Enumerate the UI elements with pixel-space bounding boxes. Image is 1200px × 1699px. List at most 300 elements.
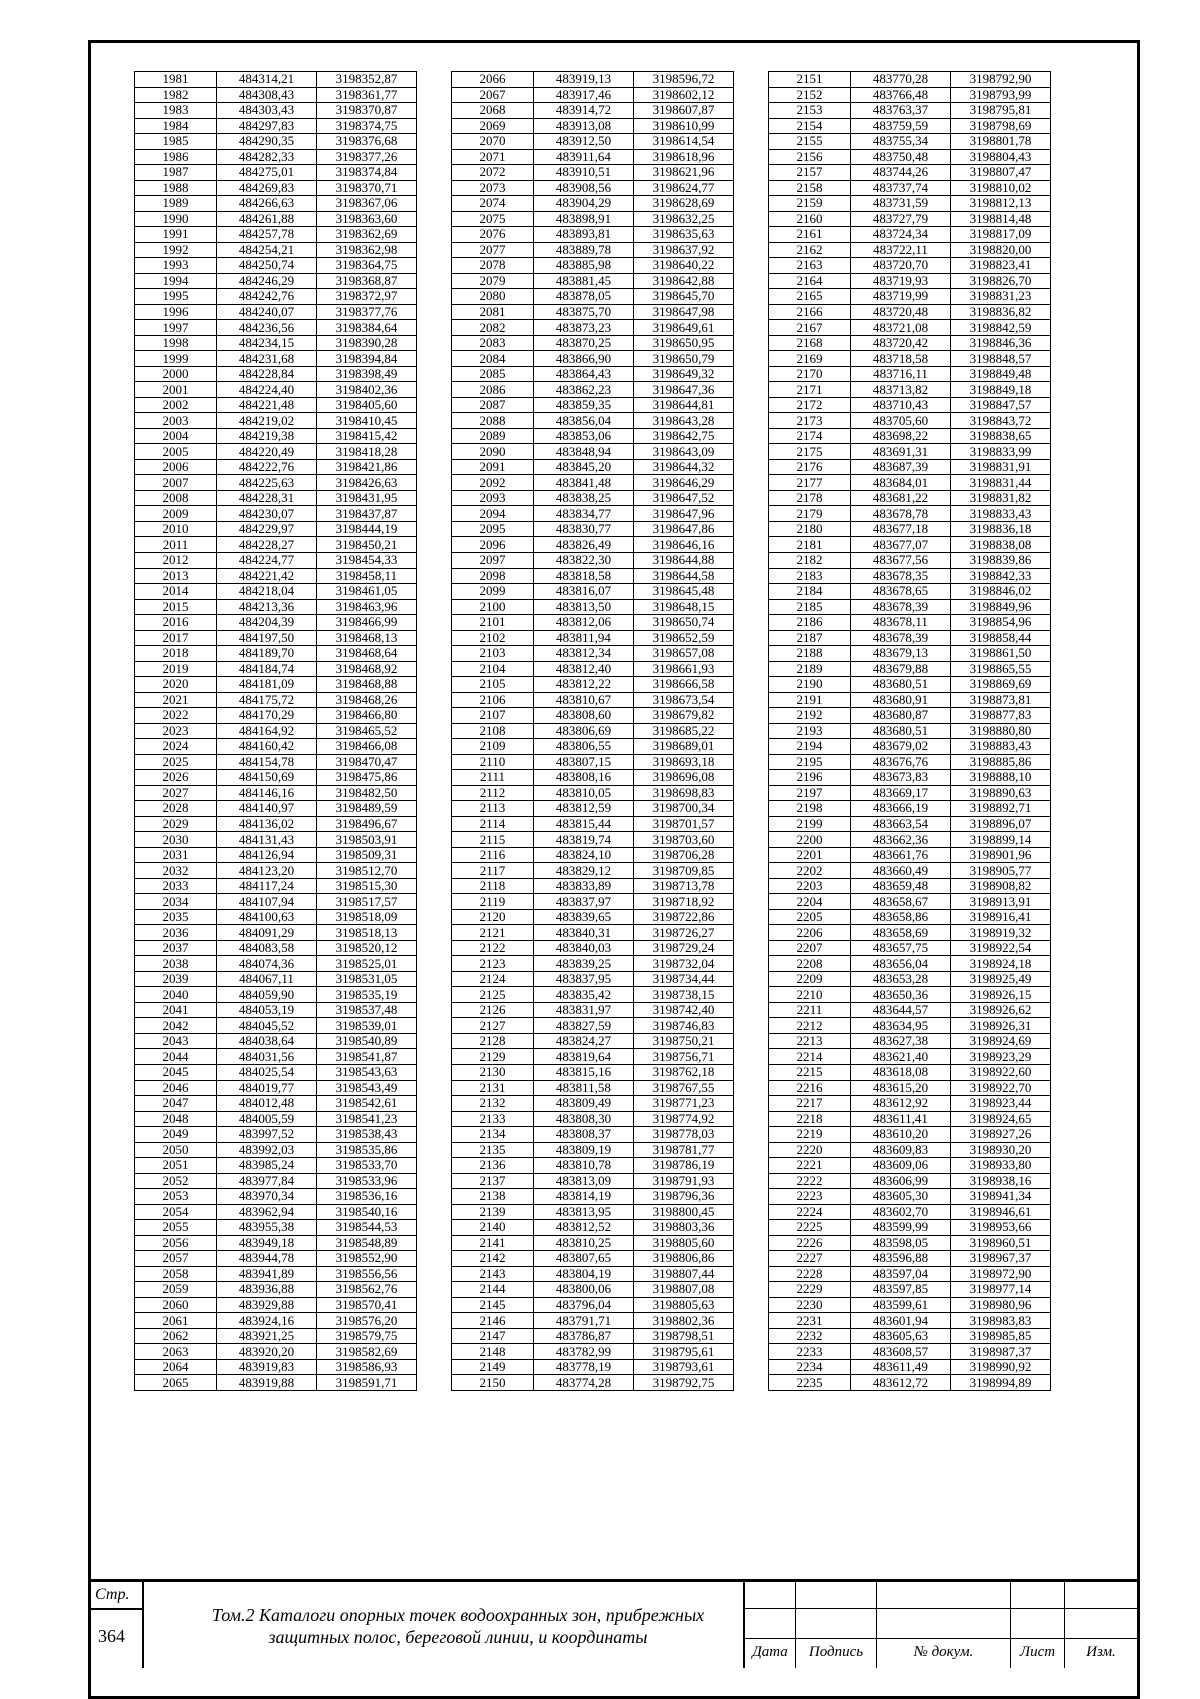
coord-y: 3198985,85	[951, 1328, 1051, 1344]
coord-x: 483845,20	[534, 459, 634, 475]
coord-x: 483755,34	[851, 134, 951, 150]
point-number: 2104	[452, 661, 534, 677]
coord-y: 3198972,90	[951, 1266, 1051, 1282]
table-row	[769, 1173, 1051, 1189]
coord-x: 484059,90	[217, 987, 317, 1003]
coord-y: 3198869,69	[951, 677, 1051, 693]
point-number: 2179	[769, 506, 851, 522]
point-number: 2129	[452, 1049, 534, 1065]
coord-y: 3198536,16	[317, 1189, 417, 1205]
coord-x: 483720,48	[851, 304, 951, 320]
coord-x: 483912,50	[534, 134, 634, 150]
point-number: 2204	[769, 894, 851, 910]
coord-y: 3198591,71	[317, 1375, 417, 1391]
coord-y: 3198960,51	[951, 1235, 1051, 1251]
coord-y: 3198458,11	[317, 568, 417, 584]
coord-x: 484123,20	[217, 863, 317, 879]
coord-x: 483727,79	[851, 211, 951, 227]
point-number: 2058	[135, 1266, 217, 1282]
coord-y: 3198994,89	[951, 1375, 1051, 1391]
coord-x: 483612,72	[851, 1375, 951, 1391]
point-number: 2196	[769, 770, 851, 786]
table-row	[452, 568, 734, 584]
point-number: 2071	[452, 149, 534, 165]
point-number: 2209	[769, 971, 851, 987]
point-number: 2114	[452, 816, 534, 832]
table-row	[769, 723, 1051, 739]
coord-y: 3198861,50	[951, 646, 1051, 662]
coord-y: 3198646,29	[634, 475, 734, 491]
coord-x: 483677,07	[851, 537, 951, 553]
table-row	[135, 211, 417, 227]
table-row	[135, 242, 417, 258]
coord-y: 3198892,71	[951, 801, 1051, 817]
table-row	[769, 801, 1051, 817]
coord-y: 3198926,15	[951, 987, 1051, 1003]
point-number: 2011	[135, 537, 217, 553]
table-row	[135, 1235, 417, 1251]
point-number: 2016	[135, 615, 217, 631]
coord-x: 484275,01	[217, 165, 317, 181]
point-number: 2084	[452, 351, 534, 367]
table-row	[452, 103, 734, 119]
coord-x: 483862,23	[534, 382, 634, 398]
coord-x: 483875,70	[534, 304, 634, 320]
coord-x: 483737,74	[851, 180, 951, 196]
point-number: 2130	[452, 1065, 534, 1081]
coord-x: 483609,06	[851, 1158, 951, 1174]
coord-y: 3198977,14	[951, 1282, 1051, 1298]
table-row	[135, 165, 417, 181]
coord-y: 3198742,40	[634, 1002, 734, 1018]
coord-y: 3198643,09	[634, 444, 734, 460]
coord-x: 483827,59	[534, 1018, 634, 1034]
table-row	[452, 1297, 734, 1313]
coord-x: 483870,25	[534, 335, 634, 351]
coord-x: 483919,13	[534, 72, 634, 88]
table-row	[769, 118, 1051, 134]
coord-x: 484213,36	[217, 599, 317, 615]
table-row	[135, 646, 417, 662]
point-number: 2180	[769, 521, 851, 537]
coord-y: 3198701,57	[634, 816, 734, 832]
point-number: 2088	[452, 413, 534, 429]
coord-y: 3198390,28	[317, 335, 417, 351]
coord-x: 484053,19	[217, 1002, 317, 1018]
point-number: 2021	[135, 692, 217, 708]
point-number: 2122	[452, 940, 534, 956]
coord-y: 3198602,12	[634, 87, 734, 103]
coord-y: 3198888,10	[951, 770, 1051, 786]
table-row	[452, 1173, 734, 1189]
point-number: 2188	[769, 646, 851, 662]
coord-x: 483678,35	[851, 568, 951, 584]
point-number: 2004	[135, 428, 217, 444]
coord-y: 3198756,71	[634, 1049, 734, 1065]
point-number: 2089	[452, 428, 534, 444]
document-title	[148, 1604, 768, 1648]
point-number: 2053	[135, 1189, 217, 1205]
point-number: 2008	[135, 490, 217, 506]
coord-y: 3198953,66	[951, 1220, 1051, 1236]
coord-x: 484160,42	[217, 739, 317, 755]
table-row	[135, 584, 417, 600]
table-row	[452, 72, 734, 88]
coord-y: 3198795,61	[634, 1344, 734, 1360]
coord-y: 3198364,75	[317, 258, 417, 274]
table-row	[135, 273, 417, 289]
coord-x: 483812,06	[534, 615, 634, 631]
point-number: 2202	[769, 863, 851, 879]
table-row	[135, 785, 417, 801]
coord-y: 3198938,16	[951, 1173, 1051, 1189]
table-row	[769, 258, 1051, 274]
coord-x: 483949,18	[217, 1235, 317, 1251]
coord-x: 483698,22	[851, 428, 951, 444]
table-row	[135, 103, 417, 119]
coord-y: 3198980,96	[951, 1297, 1051, 1313]
table-row	[452, 956, 734, 972]
coord-x: 484228,27	[217, 537, 317, 553]
coord-x: 483598,05	[851, 1235, 951, 1251]
table-row	[452, 397, 734, 413]
table-row	[135, 615, 417, 631]
point-number: 2153	[769, 103, 851, 119]
col-change: Изм.	[1086, 1644, 1116, 1660]
point-number: 2018	[135, 646, 217, 662]
coord-x: 483917,46	[534, 87, 634, 103]
point-number: 2199	[769, 816, 851, 832]
coord-y: 3198475,86	[317, 770, 417, 786]
table-row	[452, 490, 734, 506]
coord-y: 3198762,18	[634, 1065, 734, 1081]
point-number: 1999	[135, 351, 217, 367]
coord-x: 483808,60	[534, 708, 634, 724]
coord-y: 3198919,32	[951, 925, 1051, 941]
table-row	[769, 134, 1051, 150]
coord-y: 3198645,48	[634, 584, 734, 600]
table-row	[135, 909, 417, 925]
point-number: 2065	[135, 1375, 217, 1391]
coord-x: 484257,78	[217, 227, 317, 243]
point-number: 2105	[452, 677, 534, 693]
coord-y: 3198649,61	[634, 320, 734, 336]
point-number: 2192	[769, 708, 851, 724]
coord-y: 3198470,47	[317, 754, 417, 770]
table-row	[452, 599, 734, 615]
point-number: 2169	[769, 351, 851, 367]
coord-y: 3198771,23	[634, 1096, 734, 1112]
point-number: 2225	[769, 1220, 851, 1236]
coord-x: 483826,49	[534, 537, 634, 553]
point-number: 2201	[769, 847, 851, 863]
point-number: 1991	[135, 227, 217, 243]
coord-x: 483808,30	[534, 1111, 634, 1127]
point-number: 2152	[769, 87, 851, 103]
table-row	[135, 1297, 417, 1313]
point-number: 2175	[769, 444, 851, 460]
point-number: 2206	[769, 925, 851, 941]
coord-y: 3198846,02	[951, 584, 1051, 600]
table-row	[769, 615, 1051, 631]
coord-x: 484240,07	[217, 304, 317, 320]
table-row	[452, 211, 734, 227]
coord-y: 3198810,02	[951, 180, 1051, 196]
point-number: 2113	[452, 801, 534, 817]
table-row	[769, 1266, 1051, 1282]
coord-x: 484261,88	[217, 211, 317, 227]
point-number: 2043	[135, 1033, 217, 1049]
point-number: 2194	[769, 739, 851, 755]
coord-x: 484100,63	[217, 909, 317, 925]
coord-y: 3198468,13	[317, 630, 417, 646]
table-row	[769, 847, 1051, 863]
point-number: 2218	[769, 1111, 851, 1127]
point-number: 2211	[769, 1002, 851, 1018]
coord-x: 483813,50	[534, 599, 634, 615]
point-number: 2080	[452, 289, 534, 305]
table-row	[452, 87, 734, 103]
point-number: 2066	[452, 72, 534, 88]
point-number: 2032	[135, 863, 217, 879]
point-number: 2216	[769, 1080, 851, 1096]
point-number: 2069	[452, 118, 534, 134]
table-row	[452, 1328, 734, 1344]
point-number: 2139	[452, 1204, 534, 1220]
table-row	[769, 72, 1051, 88]
point-number: 2075	[452, 211, 534, 227]
table-row	[135, 397, 417, 413]
table-row	[769, 599, 1051, 615]
point-number: 2149	[452, 1359, 534, 1375]
table-row	[769, 490, 1051, 506]
table-row	[452, 134, 734, 150]
coord-x: 483908,56	[534, 180, 634, 196]
point-number: 2165	[769, 289, 851, 305]
coord-y: 3198540,89	[317, 1033, 417, 1049]
coord-x: 484019,77	[217, 1080, 317, 1096]
coord-y: 3198873,81	[951, 692, 1051, 708]
coord-y: 3198370,71	[317, 180, 417, 196]
table-row	[135, 1266, 417, 1282]
coord-y: 3198926,62	[951, 1002, 1051, 1018]
table-row	[769, 366, 1051, 382]
coord-x: 483724,34	[851, 227, 951, 243]
point-number: 2033	[135, 878, 217, 894]
coord-x: 484234,15	[217, 335, 317, 351]
coord-x: 484297,83	[217, 118, 317, 134]
point-number: 2208	[769, 956, 851, 972]
coord-x: 483650,36	[851, 987, 951, 1003]
table-row	[135, 320, 417, 336]
coord-y: 3198647,36	[634, 382, 734, 398]
point-number: 2235	[769, 1375, 851, 1391]
table-row	[452, 165, 734, 181]
table-row	[135, 987, 417, 1003]
coord-x: 483807,65	[534, 1251, 634, 1267]
point-number: 2096	[452, 537, 534, 553]
coord-y: 3198685,22	[634, 723, 734, 739]
coord-x: 483812,22	[534, 677, 634, 693]
coord-y: 3198922,54	[951, 940, 1051, 956]
coord-x: 483759,59	[851, 118, 951, 134]
coord-y: 3198924,69	[951, 1033, 1051, 1049]
point-number: 2142	[452, 1251, 534, 1267]
point-number: 2155	[769, 134, 851, 150]
point-number: 2158	[769, 180, 851, 196]
coord-x: 483810,67	[534, 692, 634, 708]
coord-x: 483615,20	[851, 1080, 951, 1096]
point-number: 2146	[452, 1313, 534, 1329]
coord-x: 484189,70	[217, 646, 317, 662]
coord-y: 3198838,65	[951, 428, 1051, 444]
table-row	[769, 1189, 1051, 1205]
point-number: 2109	[452, 739, 534, 755]
table-row	[135, 878, 417, 894]
coord-x: 484038,64	[217, 1033, 317, 1049]
coord-y: 3198539,01	[317, 1018, 417, 1034]
point-number: 2055	[135, 1220, 217, 1236]
coord-x: 483608,57	[851, 1344, 951, 1360]
table-row	[769, 1065, 1051, 1081]
col-sheet: Лист	[1019, 1644, 1056, 1660]
coord-y: 3198842,33	[951, 568, 1051, 584]
coord-x: 483889,78	[534, 242, 634, 258]
table-row	[769, 335, 1051, 351]
table-row	[769, 816, 1051, 832]
coord-y: 3198463,96	[317, 599, 417, 615]
coord-x: 483806,55	[534, 739, 634, 755]
table-row	[135, 1096, 417, 1112]
table-row	[135, 940, 417, 956]
table-row	[769, 1158, 1051, 1174]
table-row	[135, 568, 417, 584]
table-row	[769, 1111, 1051, 1127]
point-number: 2108	[452, 723, 534, 739]
coord-x: 483830,77	[534, 521, 634, 537]
point-number: 2037	[135, 940, 217, 956]
table-row	[135, 1251, 417, 1267]
point-number: 2207	[769, 940, 851, 956]
coord-y: 3198901,96	[951, 847, 1051, 863]
coord-y: 3198362,98	[317, 242, 417, 258]
coord-x: 483597,04	[851, 1266, 951, 1282]
coord-y: 3198517,57	[317, 894, 417, 910]
table-row	[452, 630, 734, 646]
point-number: 2159	[769, 196, 851, 212]
point-number: 2140	[452, 1220, 534, 1236]
coord-x: 483596,88	[851, 1251, 951, 1267]
point-number: 2013	[135, 568, 217, 584]
coord-y: 3198370,87	[317, 103, 417, 119]
table-row	[452, 1142, 734, 1158]
coord-x: 483819,64	[534, 1049, 634, 1065]
table-row	[135, 289, 417, 305]
coord-y: 3198696,08	[634, 770, 734, 786]
coord-x: 484254,21	[217, 242, 317, 258]
page-label: Стр.	[95, 1586, 130, 1603]
coord-y: 3198518,13	[317, 925, 417, 941]
table-row	[769, 1235, 1051, 1251]
table-row	[135, 925, 417, 941]
coord-x: 483809,49	[534, 1096, 634, 1112]
coord-y: 3198791,93	[634, 1173, 734, 1189]
coord-y: 3198384,64	[317, 320, 417, 336]
coord-x: 483811,58	[534, 1080, 634, 1096]
table-row	[769, 971, 1051, 987]
table-row	[769, 832, 1051, 848]
coord-x: 484197,50	[217, 630, 317, 646]
coord-y: 3198826,70	[951, 273, 1051, 289]
coord-y: 3198643,28	[634, 413, 734, 429]
coord-y: 3198394,84	[317, 351, 417, 367]
coord-x: 484074,36	[217, 956, 317, 972]
table-row	[135, 537, 417, 553]
coord-y: 3198703,60	[634, 832, 734, 848]
coord-y: 3198525,01	[317, 956, 417, 972]
coord-x: 483722,11	[851, 242, 951, 258]
coord-x: 483873,23	[534, 320, 634, 336]
coord-x: 483763,37	[851, 103, 951, 119]
coord-x: 484067,11	[217, 971, 317, 987]
point-number: 2000	[135, 366, 217, 382]
coord-y: 3198454,33	[317, 552, 417, 568]
coord-x: 484131,43	[217, 832, 317, 848]
table-row	[452, 1344, 734, 1360]
coord-y: 3198793,61	[634, 1359, 734, 1375]
coord-y: 3198372,97	[317, 289, 417, 305]
table-row	[135, 1002, 417, 1018]
table-row	[452, 258, 734, 274]
point-number: 2077	[452, 242, 534, 258]
point-number: 2095	[452, 521, 534, 537]
col-doc-number: № докум.	[913, 1644, 974, 1660]
table-row	[135, 180, 417, 196]
table-row	[452, 770, 734, 786]
coord-y: 3198820,00	[951, 242, 1051, 258]
table-row	[135, 1359, 417, 1375]
point-number: 2087	[452, 397, 534, 413]
table-row	[452, 615, 734, 631]
coord-x: 484170,29	[217, 708, 317, 724]
table-row	[452, 661, 734, 677]
table-row	[769, 940, 1051, 956]
coord-y: 3198923,29	[951, 1049, 1051, 1065]
col-date: Дата	[752, 1644, 788, 1660]
table-row	[769, 397, 1051, 413]
table-row	[452, 754, 734, 770]
table-row	[452, 940, 734, 956]
coord-y: 3198361,77	[317, 87, 417, 103]
table-row	[452, 289, 734, 305]
table-row	[452, 118, 734, 134]
coord-x: 483812,52	[534, 1220, 634, 1236]
table-row	[769, 770, 1051, 786]
coord-x: 484228,84	[217, 366, 317, 382]
coord-x: 483684,01	[851, 475, 951, 491]
point-number: 2060	[135, 1297, 217, 1313]
table-row	[135, 1204, 417, 1220]
coord-y: 3198640,22	[634, 258, 734, 274]
coord-x: 484091,29	[217, 925, 317, 941]
point-number: 2042	[135, 1018, 217, 1034]
coord-y: 3198377,26	[317, 149, 417, 165]
coord-y: 3198732,04	[634, 956, 734, 972]
point-number: 2062	[135, 1328, 217, 1344]
coord-x: 483813,09	[534, 1173, 634, 1189]
point-number: 2168	[769, 335, 851, 351]
coord-y: 3198890,63	[951, 785, 1051, 801]
